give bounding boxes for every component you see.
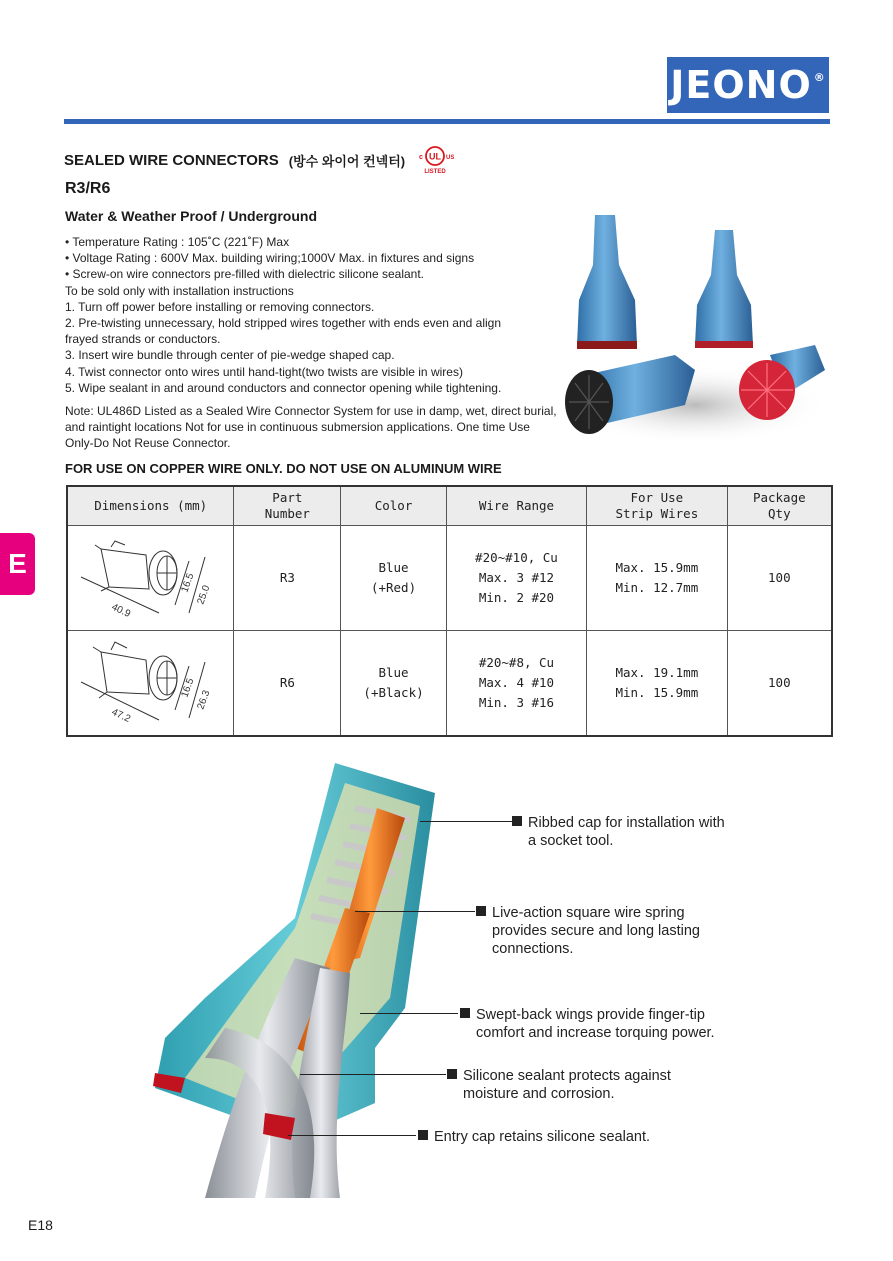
wire-range-cell — [446, 526, 586, 631]
callout-sealant — [447, 1067, 671, 1103]
range-line: #20~#10, Cu — [475, 550, 558, 565]
col-dimensions: Dimensions (mm) — [67, 486, 234, 526]
col-strip-wires: For Use Strip Wires — [587, 486, 728, 526]
dim-width: 25.0 — [195, 583, 213, 607]
table-header-row — [67, 486, 832, 526]
product-subtitle: Water & Weather Proof / Underground — [65, 208, 318, 224]
cert-listed: LISTED — [424, 169, 446, 175]
callout-line: Swept-back wings provide finger-tip — [476, 1007, 705, 1023]
table-row — [67, 631, 832, 737]
range-line: #20~#8, Cu — [478, 655, 555, 670]
callout-leader — [355, 911, 475, 912]
callout-line: Entry cap retains silicone sealant. — [434, 1129, 650, 1145]
range-line: Min. 3 #16 — [478, 695, 555, 710]
dim-length: 40.9 — [109, 601, 132, 620]
strip-cell — [587, 631, 728, 737]
callout-wings — [460, 1006, 715, 1042]
color-line: (+Black) — [363, 685, 424, 700]
ul-note: Note: UL486D Listed as a Sealed Wire Connector System for use in damp, wet, direct burial, and raintight locations Not for use in continuous submersion applications. One time Use Only-Do Not Reuse Connector. — [65, 404, 557, 450]
callout-line: provides secure and long lasting — [492, 923, 700, 939]
bullet-icon — [460, 1008, 470, 1018]
spec-line: • Temperature Rating : 105˚C (221˚F) Max — [65, 235, 290, 249]
color-line: Blue — [378, 665, 409, 680]
col-wire-range: Wire Range — [446, 486, 586, 526]
step-line: frayed strands or conductors. — [65, 332, 221, 347]
callout-line: moisture and corrosion. — [463, 1086, 615, 1102]
callout-ribbed-cap — [512, 814, 725, 850]
range-line: Min. 2 #20 — [478, 590, 555, 605]
brand-logo — [667, 57, 829, 113]
range-line: Max. 3 #12 — [478, 570, 555, 585]
color-cell — [341, 526, 447, 631]
part-number: R6 — [234, 631, 341, 737]
col-color: Color — [341, 486, 447, 526]
step-line: 2. Pre-twisting unnecessary, hold stripped wires together with ends even and align — [65, 316, 502, 331]
callout-line: Ribbed cap for installation with — [528, 815, 725, 831]
step-line: 5. Wipe sealant in and around conductors and connector opening while tightening. — [65, 380, 502, 395]
dim-height: 16.5 — [179, 571, 197, 595]
spec-line: • Screw-on wire connectors pre-filled with dielectric silicone sealant. — [65, 267, 425, 282]
connector-drawing-r3 — [71, 527, 231, 623]
cert-c: c — [419, 154, 424, 161]
callout-line: Live-action square wire spring — [492, 905, 685, 921]
wire-range-cell — [446, 631, 586, 737]
header-rule — [64, 119, 830, 124]
bullet-icon — [512, 816, 522, 826]
color-cell — [341, 631, 447, 737]
color-line: (+Red) — [370, 580, 417, 595]
product-photo — [555, 205, 830, 445]
instructions-head: To be sold only with installation instructions — [65, 283, 294, 298]
product-description — [65, 234, 555, 396]
part-number: R3 — [234, 526, 341, 631]
callout-line: Silicone sealant protects against — [463, 1068, 671, 1084]
copper-warning: FOR USE ON COPPER WIRE ONLY. DO NOT USE ON ALUMINUM WIRE — [65, 461, 502, 476]
title-korean: (방수 와이어 컨넥터) — [288, 153, 406, 169]
callout-line: connections. — [492, 941, 574, 957]
callout-line: a socket tool. — [528, 833, 614, 849]
dimension-drawing — [67, 526, 234, 631]
dim-width: 26.3 — [195, 688, 213, 712]
registered-mark: ® — [813, 70, 826, 84]
range-line: Max. 4 #10 — [478, 675, 555, 690]
brand-name: JEONO — [670, 63, 812, 107]
ul-listed-icon — [417, 145, 469, 175]
bullet-icon — [447, 1069, 457, 1079]
spec-line: • Voltage Rating : 600V Max. building wiring;1000V Max. in fixtures and signs — [65, 251, 475, 266]
strip-line: Max. 15.9mm — [615, 560, 699, 575]
qty-cell: 100 — [727, 526, 832, 631]
col-part-number: Part Number — [234, 486, 341, 526]
cert-us: US — [446, 155, 455, 161]
strip-line: Max. 19.1mm — [615, 665, 699, 680]
strip-line: Min. 15.9mm — [615, 685, 699, 700]
dim-height: 16.5 — [179, 676, 197, 700]
page-number: E18 — [28, 1217, 53, 1233]
strip-cell — [587, 526, 728, 631]
callout-spring — [476, 904, 700, 958]
step-line: 3. Insert wire bundle through center of pie-wedge shaped cap. — [65, 348, 395, 363]
step-line: 4. Twist connector onto wires until hand-tight(two twists are visible in wires) — [65, 364, 463, 379]
title-text: SEALED WIRE CONNECTORS — [64, 151, 279, 169]
color-line: Blue — [378, 560, 409, 575]
page-title — [64, 145, 469, 175]
callout-leader — [300, 1074, 446, 1075]
spec-table — [66, 485, 833, 737]
strip-line: Min. 12.7mm — [615, 580, 699, 595]
callout-entry-cap — [418, 1128, 650, 1146]
bullet-icon — [418, 1130, 428, 1140]
col-package-qty: Package Qty — [727, 486, 832, 526]
callout-leader — [288, 1135, 416, 1136]
model-number: R3/R6 — [65, 180, 111, 197]
callout-line: comfort and increase torquing power. — [476, 1025, 715, 1041]
connector-drawing-r6 — [71, 632, 231, 728]
bullet-icon — [476, 906, 486, 916]
callout-leader — [360, 1013, 458, 1014]
table-row — [67, 526, 832, 631]
qty-cell: 100 — [727, 631, 832, 737]
section-tab: E — [0, 533, 35, 595]
cutaway-illustration — [145, 758, 445, 1198]
cert-ul: UL — [429, 151, 442, 162]
dimension-drawing — [67, 631, 234, 737]
dim-length: 47.2 — [109, 706, 132, 725]
step-line: 1. Turn off power before installing or removing connectors. — [65, 299, 375, 314]
callout-leader — [420, 821, 512, 822]
